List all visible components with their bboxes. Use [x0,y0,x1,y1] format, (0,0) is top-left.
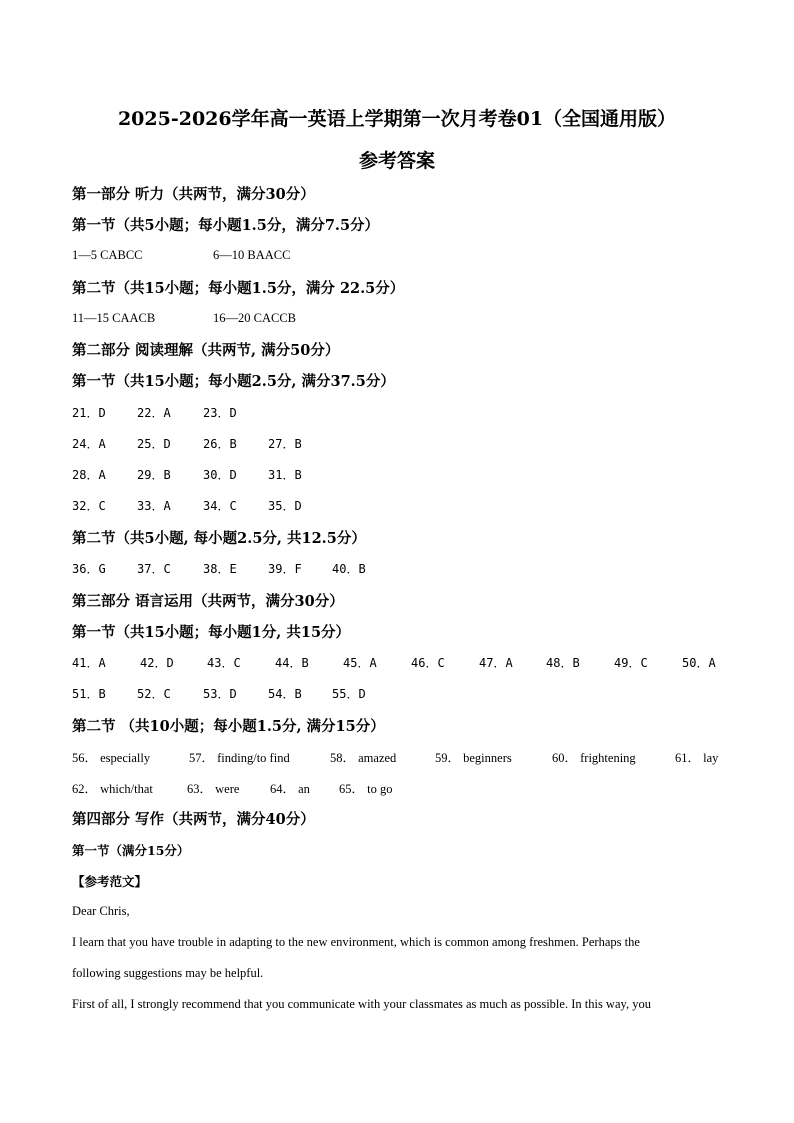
answer-item: 54．B [268,687,302,701]
answer-item: 26．B [203,437,237,451]
answer-item: 32．C [72,499,106,513]
answer-item: 41．A [72,656,106,670]
answer-group: 11—15 CAACB [72,311,156,325]
answer-item: 22．A [137,406,171,420]
answer-item: 65． to go [339,782,393,796]
answer-item: 48．B [546,656,580,670]
answer-item: 28．A [72,468,106,482]
answer-item: 45．A [343,656,377,670]
answer-item: 47．A [479,656,513,670]
answer-item: 27．B [268,437,302,451]
answer-item: 62． which/that [72,782,153,796]
answer-item: 63． were [187,782,240,796]
answer-item: 25．D [137,437,171,451]
answer-item: 59． beginners [435,751,512,765]
part1-heading: 第一部分 听力（共两节，满分30分） [72,186,315,203]
part2-sec1-heading: 第一节（共15小题；每小题2.5分, 满分37.5分） [72,373,395,390]
part3-sec1-heading: 第一节（共15小题；每小题1分, 共15分） [72,624,351,641]
part1-sec1-heading: 第一节（共5小题；每小题1.5分，满分7.5分） [72,217,380,234]
answer-item: 60． frightening [552,751,636,765]
answer-item: 33．A [137,499,171,513]
answer-item: 58． amazed [330,751,397,765]
answer-item: 23．D [203,406,237,420]
essay-line: First of all, I strongly recommend that you communicate with your classmates as much as possible. In this way, you [72,997,651,1011]
answer-item: 39．F [268,562,302,576]
answer-item: 53．D [203,687,237,701]
answer-item: 35．D [268,499,302,513]
part2-sec2-heading: 第二节（共5小题, 每小题2.5分, 共12.5分） [72,530,366,547]
part4-sec1-heading: 第一节（满分15分） [72,843,190,858]
answer-item: 24．A [72,437,106,451]
answer-group: 16—20 CACCB [213,311,297,325]
document-title: 2025-2026学年高一英语上学期第一次月考卷01（全国通用版） [117,108,677,130]
answer-item: 36．G [72,562,106,576]
essay-line: following suggestions may be helpful. [72,966,264,980]
part4-heading: 第四部分 写作（共两节，满分40分） [72,811,315,828]
part3-sec2-heading: 第二节 （共10小题；每小题1.5分, 满分15分） [72,718,385,735]
answer-item: 42．D [140,656,174,670]
part2-heading: 第二部分 阅读理解（共两节, 满分50分） [72,342,340,359]
answer-item: 51．B [72,687,106,701]
answer-item: 56． especially [72,751,151,765]
answer-item: 43．C [207,656,241,670]
answer-item: 21．D [72,406,106,420]
part3-heading: 第三部分 语言运用（共两节，满分30分） [72,593,344,610]
answer-item: 44．B [275,656,309,670]
answer-item: 52．C [137,687,171,701]
answer-item: 55．D [332,687,366,701]
part1-sec2-heading: 第二节（共15小题；每小题1.5分，满分 22.5分） [72,280,405,297]
answer-item: 61． lay [675,751,719,765]
essay-line: Dear Chris, [72,904,130,918]
answer-item: 37．C [137,562,171,576]
answer-item: 29．B [137,468,171,482]
document-subtitle: 参考答案 [358,150,435,172]
answer-item: 38．E [203,562,237,576]
answer-group: 6—10 BAACC [213,248,291,262]
sample-essay-label: 【参考范文】 [72,874,148,889]
answer-item: 34．C [203,499,237,513]
answer-item: 31．B [268,468,302,482]
answer-group: 1—5 CABCC [72,248,143,262]
answer-item: 50．A [682,656,716,670]
answer-item: 64． an [270,782,310,796]
answer-item: 57． finding/to find [189,751,290,765]
answer-item: 30．D [203,468,237,482]
answer-item: 40．B [332,562,366,576]
answer-item: 49．C [614,656,648,670]
answer-item: 46．C [411,656,445,670]
essay-line: I learn that you have trouble in adapting to the new environment, which is common among freshmen. Perhaps the [72,935,640,949]
